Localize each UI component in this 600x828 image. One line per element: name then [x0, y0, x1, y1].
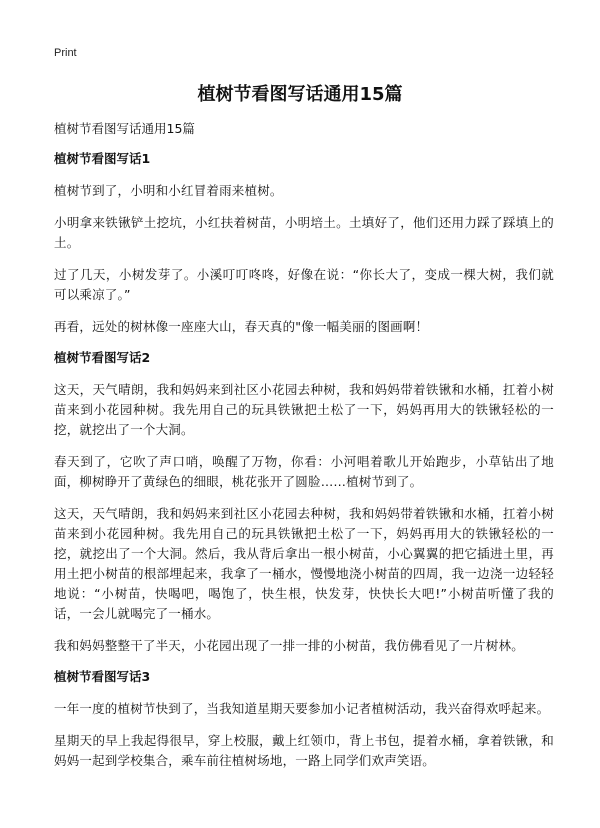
- paragraph: 小明拿来铁锹铲土挖坑，小红扶着树苗，小明培土。土填好了，他们还用力踩了踩填上的土。: [54, 215, 554, 250]
- paragraph: 我和妈妈整整干了半天，小花园出现了一排一排的小树苗，我仿佛看见了一片树林。: [54, 638, 524, 653]
- section-heading: 植树节看图写话2: [54, 350, 151, 365]
- paragraph: 一年一度的植树节快到了，当我知道星期天要参加小记者植树活动，我兴奋得欢呼起来。: [54, 701, 550, 716]
- essay-section: [54, 150, 554, 337]
- paragraph: 星期天的早上我起得很早，穿上校服，戴上红领巾，背上书包，提着水桶，拿着铁锹，和妈妈一起到学校集合，乘车前往植树场地，一路上同学们欢声笑语。: [54, 733, 554, 768]
- paragraph: 再看，远处的树林像一座座大山，春天真的"像一幅美丽的图画啊！: [54, 319, 429, 334]
- document-subtitle: 植树节看图写话通用15篇: [54, 121, 195, 136]
- section-heading: 植树节看图写话1: [54, 151, 151, 166]
- essay-section: [54, 349, 554, 656]
- essay-section: [54, 668, 554, 771]
- paragraph: 过了几天，小树发芽了。小溪叮叮咚咚，好像在说：“你长大了，变成一棵大树，我们就可以乘凉了。”: [54, 267, 554, 302]
- page-title: 植树节看图写话通用15篇: [197, 84, 403, 105]
- paragraph: 植树节到了，小明和小红冒着雨来植树。: [54, 183, 283, 198]
- document-body: [54, 150, 554, 783]
- paragraph: 这天，天气晴朗，我和妈妈来到社区小花园去种树，我和妈妈带着铁锹和水桶，扛着小树苗来到小花园种树。我先用自己的玩具铁锹把土松了一下，妈妈再用大的铁锹轻松的一挖，就挖出了一个大洞。: [54, 382, 554, 437]
- section-heading: 植树节看图写话3: [54, 669, 151, 684]
- paragraph: 春天到了，它吹了声口哨，唤醒了万物，你看：小河唱着歌儿开始跑步，小草钻出了地面，柳树睁开了黄绿色的细眼，桃花张开了圆脸……植树节到了。: [54, 454, 554, 489]
- print-label: Print: [54, 47, 77, 59]
- paragraph: 这天，天气晴朗，我和妈妈来到社区小花园去种树，我和妈妈带着铁锹和水桶，扛着小树苗来到小花园种树。我先用自己的玩具铁锹把土松了一下，妈妈再用大的铁锹轻松的一挖，就挖出了一个大洞。然后，我从背后拿出一根小树苗，小心翼翼的把它插进土里，再用土把小树苗的根部埋起来，我拿了一桶水，慢慢地浇小树苗的四周，我一边浇一边轻轻地说：“小树苗，快喝吧，喝饱了，快生根，快发芽，快快长大吧!”小树苗听懂了我的话，一会儿就喝完了一桶水。: [54, 506, 554, 621]
